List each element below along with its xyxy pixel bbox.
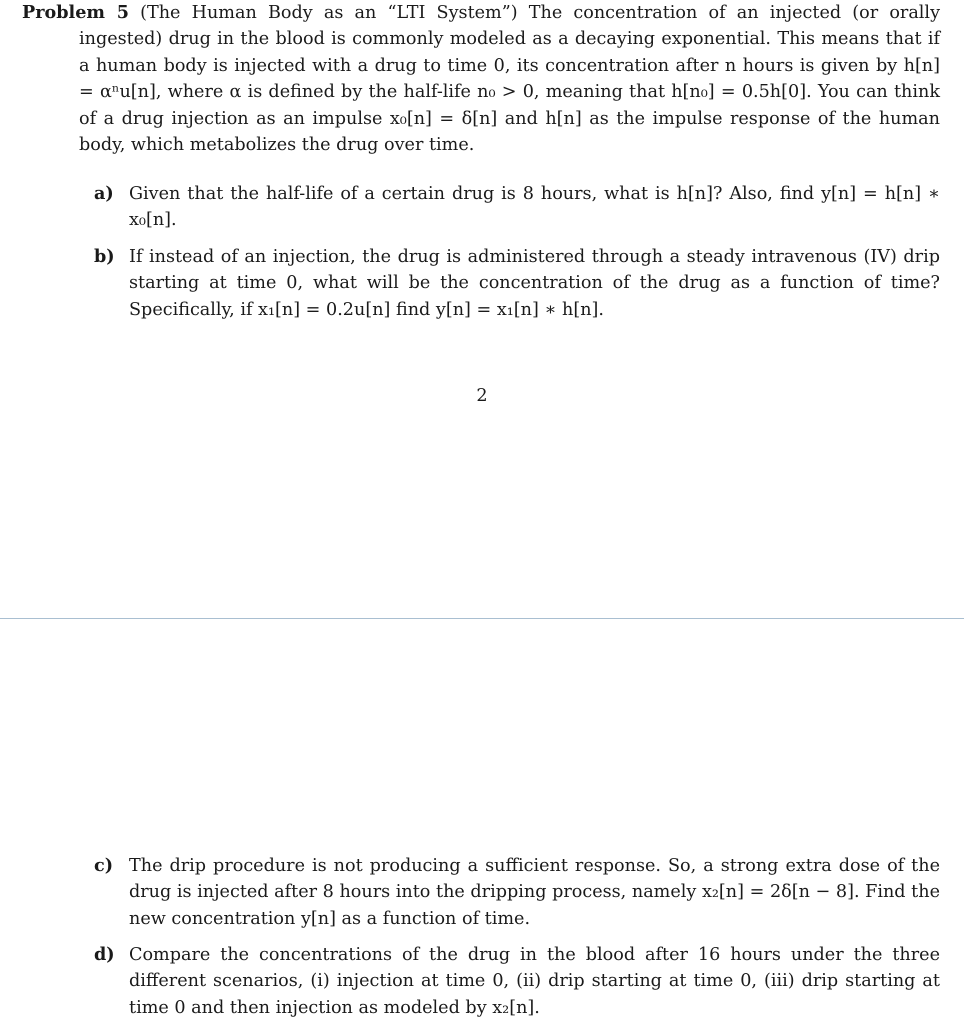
part-b-label: b) <box>94 246 115 267</box>
part-a-text: Given that the half-life of a certain drug is 8 hours, what is h[n]? Also, find y[n] = h[n] ∗ x₀[n]. <box>129 184 940 231</box>
part-d-label: d) <box>94 944 115 965</box>
part-c-label: c) <box>94 855 114 876</box>
problem-body: The concentration of an injected (or orally ingested) drug in the blood is commonly modeled as a decaying exponential. This means that if a human body is injected with a drug to time 0, its concentration after n hours is given by h[n] = αⁿu[n], where α is defined by the half-life n₀ > 0, meaning that h[n₀] = 0.5h[0]. You can think of a drug injection as an impulse x₀[n] = δ[n] and h[n] as the impulse response of the human body, which metabolizes the drug over time. <box>79 3 941 156</box>
problem-heading: Problem 5 <box>22 2 129 23</box>
part-c-text: The drip procedure is not producing a sufficient response. So, a strong extra dose of the drug is injected after 8 hours into the dripping process, namely x₂[n] = 2δ[n − 8]. Find the new concentration y[n] as a function of time. <box>129 856 940 929</box>
part-b <box>94 244 940 323</box>
part-c <box>94 853 940 932</box>
page-number: 2 <box>476 386 488 406</box>
page-divider <box>0 618 964 619</box>
problem-statement <box>22 0 940 158</box>
part-a <box>94 181 940 234</box>
part-d-text: Compare the concentrations of the drug in the blood after 16 hours under the three different scenarios, (i) injection at time 0, (ii) drip starting at time 0, (iii) drip starting at time 0 and then injection as modeled by x₂[n]. <box>129 945 940 1018</box>
part-a-label: a) <box>94 183 114 204</box>
part-d <box>94 942 940 1021</box>
part-b-text: If instead of an injection, the drug is administered through a steady intravenous (IV) drip starting at time 0, what will be the concentration of the drug as a function of time? Specifically, if x₁[n] = 0.2u[n] find y[n] = x₁[n] ∗ h[n]. <box>129 247 940 320</box>
problem-title: (The Human Body as an “LTI System”) <box>140 3 518 23</box>
